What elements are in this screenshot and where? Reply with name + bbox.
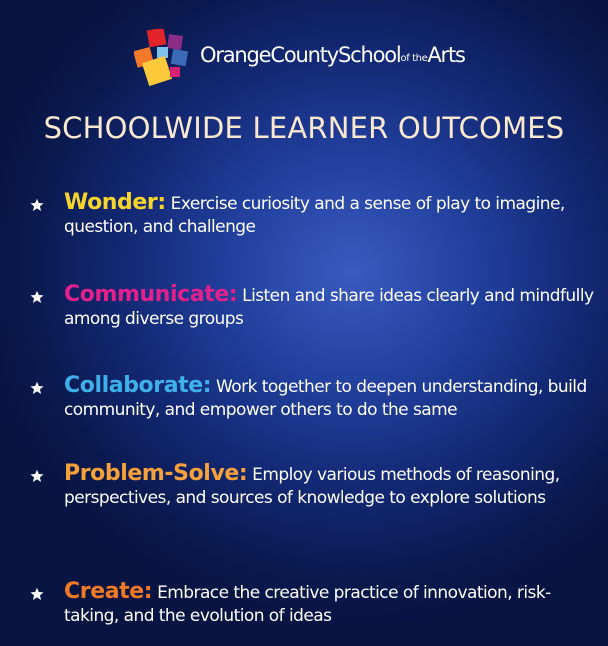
outcome-term: Collaborate: bbox=[64, 373, 212, 398]
star-icon bbox=[30, 198, 44, 212]
outcome-description: Employ various methods of reasoning, perspectives, and sources of knowledge to explore solutions bbox=[64, 465, 560, 508]
star-icon bbox=[30, 587, 44, 601]
page-title: SCHOOLWIDE LEARNER OUTCOMES bbox=[43, 111, 565, 145]
outcome-description: Listen and share ideas clearly and mindfully among diverse groups bbox=[64, 286, 594, 329]
outcome-text bbox=[64, 580, 596, 628]
outcome-term: Create: bbox=[64, 579, 153, 604]
outcome-text bbox=[64, 462, 596, 510]
star-icon bbox=[30, 469, 44, 483]
outcome-term: Problem-Solve: bbox=[64, 461, 248, 486]
outcome-text bbox=[64, 191, 596, 239]
school-name-arts: Arts bbox=[427, 43, 465, 67]
outcome-text bbox=[64, 283, 596, 331]
outcome-description: Embrace the creative practice of innovation, risk-taking, and the evolution of ideas bbox=[64, 583, 551, 626]
school-name-main: OrangeCountySchool bbox=[200, 43, 401, 67]
outcome-description: Exercise curiosity and a sense of play to imagine, question, and challenge bbox=[64, 194, 565, 237]
outcome-description: Work together to deepen understanding, build community, and empower others to do the same bbox=[64, 377, 587, 420]
outcome-term: Wonder: bbox=[64, 190, 166, 215]
school-name-of-the: of the bbox=[400, 53, 428, 64]
star-icon bbox=[30, 381, 44, 395]
outcome-text bbox=[64, 374, 596, 422]
outcome-term: Communicate: bbox=[64, 282, 238, 307]
star-icon bbox=[30, 290, 44, 304]
